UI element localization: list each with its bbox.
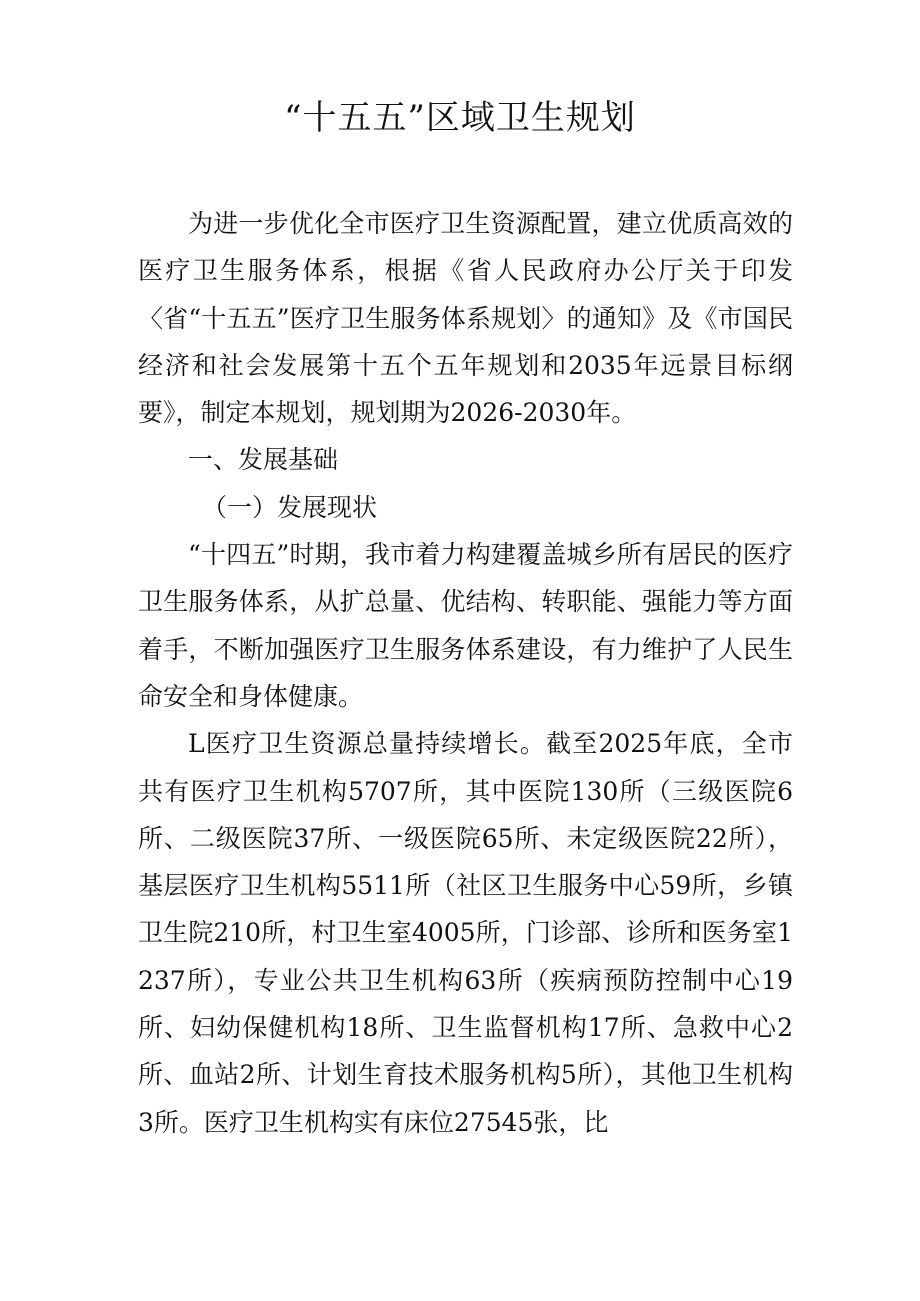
subsection-heading-current-status: （一）发展现状	[202, 492, 378, 522]
document-body	[138, 200, 793, 1146]
intro-paragraph: 为进一步优化全市医疗卫生资源配置，建立优质高效的医疗卫生服务体系，根据《省人民政府办公厅关于印发〈省“十五五”医疗卫生服务体系规划〉的通知》及《市国民经济和社会发展第十五个五年规划和2035年远景目标纲要》，制定本规划，规划期为2026-2030年。	[138, 209, 793, 428]
status-paragraph: “十四五”时期，我市着力构建覆盖城乡所有居民的医疗卫生服务体系，从扩总量、优结构、转职能、强能力等方面着手，不断加强医疗卫生服务体系建设，有力维护了人民生命安全和身体健康。	[138, 540, 793, 711]
section-heading-development-basis: 一、发展基础	[188, 445, 339, 475]
resources-paragraph: L医疗卫生资源总量持续增长。截至2025年底，全市共有医疗卫生机构5707所，其中医院130所（三级医院6所、二级医院37所、一级医院65所、未定级医院22所），基层医疗卫生机构5511所（社区卫生服务中心59所，乡镇卫生院210所，村卫生室4005所，门诊部、诊所和医务室1237所），专业公共卫生机构63所（疾病预防控制中心19所、妇幼保健机构18所、卫生监督机构17所、急救中心2所、血站2所、计划生育技术服务机构5所），其他卫生机构3所。医疗卫生机构实有床位27545张，比	[138, 729, 793, 1137]
document-title: “十五五”区域卫生规划	[284, 98, 636, 138]
